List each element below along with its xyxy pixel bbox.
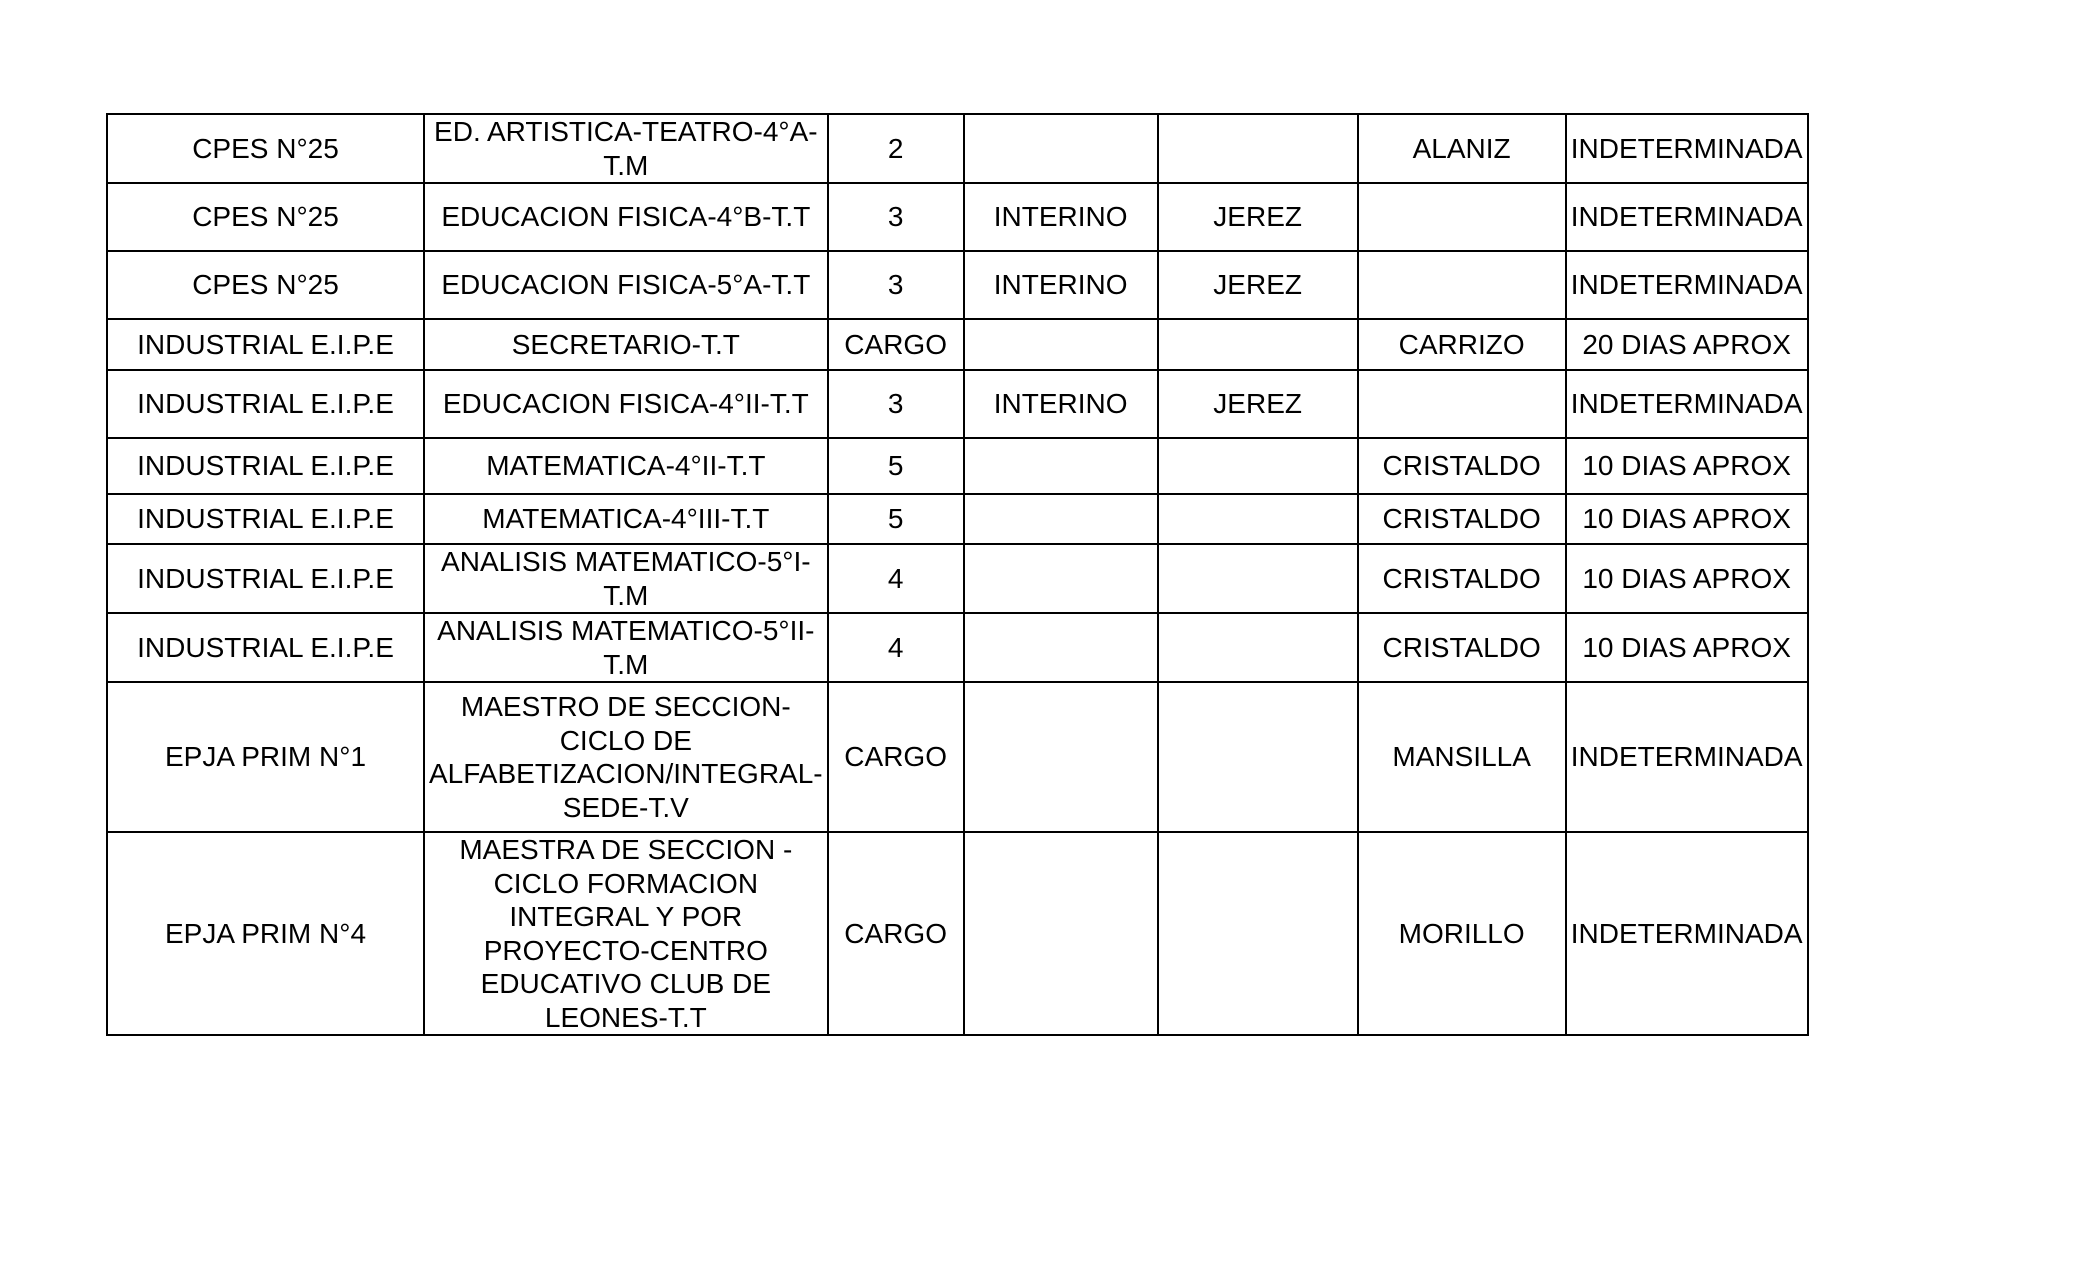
- duration-cell: INDETERMINADA: [1566, 832, 1808, 1035]
- status-cell: [964, 682, 1158, 832]
- duration-cell: 10 DIAS APROX: [1566, 494, 1808, 544]
- hours-cell: 2: [828, 114, 964, 183]
- replacement-cell: JEREZ: [1158, 370, 1358, 438]
- hours-cell: 3: [828, 183, 964, 251]
- subject-cell: ED. ARTISTICA-TEATRO-4°A- T.M: [424, 114, 828, 183]
- duration-cell: INDETERMINADA: [1566, 682, 1808, 832]
- duration-cell: INDETERMINADA: [1566, 114, 1808, 183]
- assignments-table: [106, 113, 1809, 1036]
- hours-cell: CARGO: [828, 832, 964, 1035]
- table-row: [107, 613, 1808, 682]
- holder-cell: [1358, 183, 1566, 251]
- holder-cell: [1358, 370, 1566, 438]
- duration-cell: INDETERMINADA: [1566, 251, 1808, 319]
- school-cell: EPJA PRIM N°1: [107, 682, 424, 832]
- table-row: [107, 183, 1808, 251]
- holder-cell: ALANIZ: [1358, 114, 1566, 183]
- table-row: [107, 682, 1808, 832]
- holder-cell: MANSILLA: [1358, 682, 1566, 832]
- table-row: [107, 494, 1808, 544]
- replacement-cell: [1158, 682, 1358, 832]
- hours-cell: 5: [828, 438, 964, 494]
- school-cell: INDUSTRIAL E.I.P.E: [107, 319, 424, 370]
- holder-cell: CRISTALDO: [1358, 438, 1566, 494]
- school-cell: INDUSTRIAL E.I.P.E: [107, 438, 424, 494]
- subject-cell: ANALISIS MATEMATICO-5°II- T.M: [424, 613, 828, 682]
- subject-cell: ANALISIS MATEMATICO-5°I- T.M: [424, 544, 828, 613]
- status-cell: [964, 438, 1158, 494]
- school-cell: CPES N°25: [107, 183, 424, 251]
- status-cell: INTERINO: [964, 183, 1158, 251]
- subject-cell: EDUCACION FISICA-5°A-T.T: [424, 251, 828, 319]
- hours-cell: CARGO: [828, 682, 964, 832]
- status-cell: [964, 114, 1158, 183]
- replacement-cell: [1158, 544, 1358, 613]
- duration-cell: INDETERMINADA: [1566, 370, 1808, 438]
- table-row: [107, 370, 1808, 438]
- status-cell: [964, 832, 1158, 1035]
- holder-cell: [1358, 251, 1566, 319]
- duration-cell: 10 DIAS APROX: [1566, 438, 1808, 494]
- hours-cell: 3: [828, 251, 964, 319]
- holder-cell: MORILLO: [1358, 832, 1566, 1035]
- holder-cell: CRISTALDO: [1358, 613, 1566, 682]
- replacement-cell: [1158, 114, 1358, 183]
- school-cell: EPJA PRIM N°4: [107, 832, 424, 1035]
- replacement-cell: [1158, 319, 1358, 370]
- duration-cell: 20 DIAS APROX: [1566, 319, 1808, 370]
- replacement-cell: [1158, 438, 1358, 494]
- replacement-cell: [1158, 613, 1358, 682]
- table-body: [107, 114, 1808, 1035]
- subject-cell: MAESTRO DE SECCION- CICLO DE ALFABETIZACION/INTEGRAL- SEDE-T.V: [424, 682, 828, 832]
- duration-cell: 10 DIAS APROX: [1566, 544, 1808, 613]
- hours-cell: 3: [828, 370, 964, 438]
- replacement-cell: JEREZ: [1158, 251, 1358, 319]
- school-cell: INDUSTRIAL E.I.P.E: [107, 494, 424, 544]
- table-row: [107, 544, 1808, 613]
- holder-cell: CRISTALDO: [1358, 544, 1566, 613]
- subject-cell: EDUCACION FISICA-4°B-T.T: [424, 183, 828, 251]
- school-cell: INDUSTRIAL E.I.P.E: [107, 544, 424, 613]
- hours-cell: CARGO: [828, 319, 964, 370]
- holder-cell: CRISTALDO: [1358, 494, 1566, 544]
- subject-cell: MATEMATICA-4°II-T.T: [424, 438, 828, 494]
- table-row: [107, 832, 1808, 1035]
- hours-cell: 5: [828, 494, 964, 544]
- table-row: [107, 251, 1808, 319]
- table-row: [107, 319, 1808, 370]
- table-row: [107, 438, 1808, 494]
- duration-cell: INDETERMINADA: [1566, 183, 1808, 251]
- status-cell: INTERINO: [964, 251, 1158, 319]
- subject-cell: MATEMATICA-4°III-T.T: [424, 494, 828, 544]
- subject-cell: EDUCACION FISICA-4°II-T.T: [424, 370, 828, 438]
- subject-cell: SECRETARIO-T.T: [424, 319, 828, 370]
- replacement-cell: [1158, 494, 1358, 544]
- school-cell: CPES N°25: [107, 114, 424, 183]
- status-cell: [964, 613, 1158, 682]
- status-cell: [964, 544, 1158, 613]
- replacement-cell: JEREZ: [1158, 183, 1358, 251]
- status-cell: [964, 319, 1158, 370]
- school-cell: INDUSTRIAL E.I.P.E: [107, 370, 424, 438]
- table-row: [107, 114, 1808, 183]
- school-cell: INDUSTRIAL E.I.P.E: [107, 613, 424, 682]
- hours-cell: 4: [828, 544, 964, 613]
- school-cell: CPES N°25: [107, 251, 424, 319]
- hours-cell: 4: [828, 613, 964, 682]
- subject-cell: MAESTRA DE SECCION - CICLO FORMACION INTEGRAL Y POR PROYECTO-CENTRO EDUCATIVO CLUB DE LEONES-T.T: [424, 832, 828, 1035]
- replacement-cell: [1158, 832, 1358, 1035]
- duration-cell: 10 DIAS APROX: [1566, 613, 1808, 682]
- status-cell: INTERINO: [964, 370, 1158, 438]
- status-cell: [964, 494, 1158, 544]
- holder-cell: CARRIZO: [1358, 319, 1566, 370]
